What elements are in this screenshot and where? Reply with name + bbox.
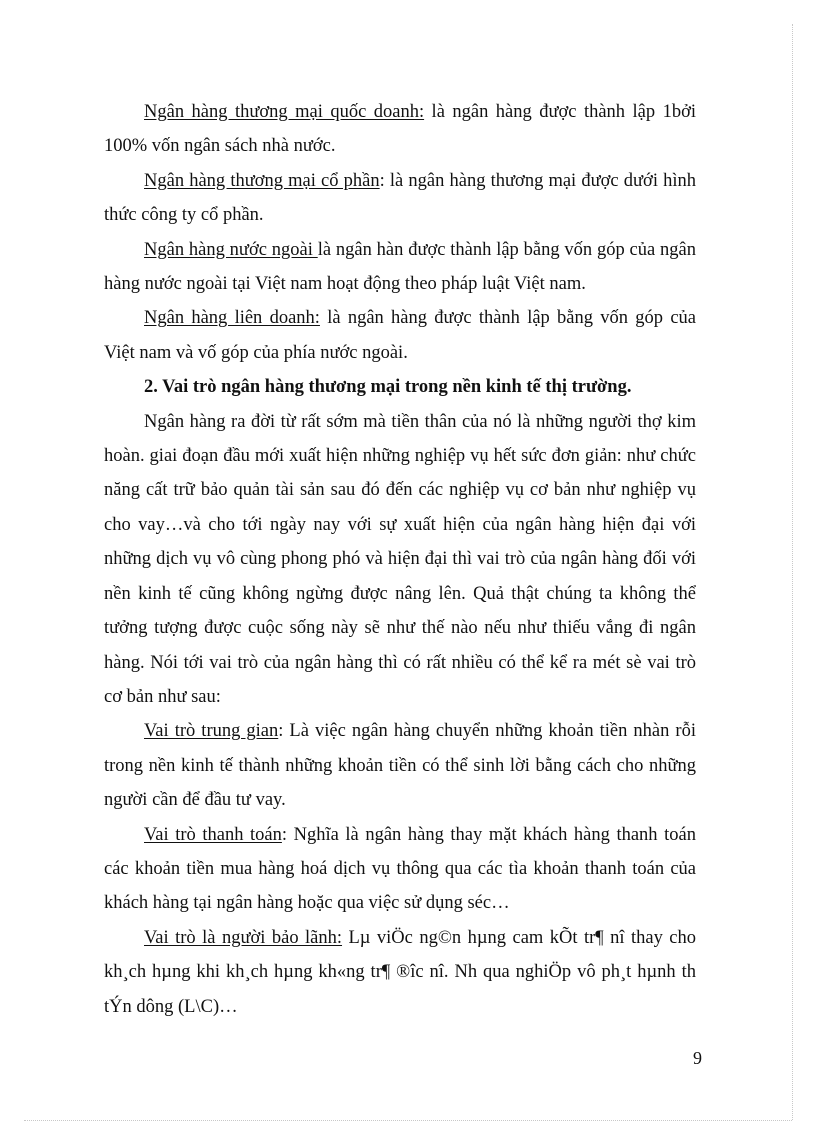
description-payment-role: : Nghĩa là ngân hàng thay mặt khách hàng thanh toán các khoản tiền mua hàng hoá dịch vụ thông qua các tìa khoản thanh toán của khách hàng tại ngân hàng hoặc qua việc sử dụng séc… (104, 824, 696, 914)
term-joint-venture-bank: Ngân hàng liên doanh: (144, 308, 320, 329)
definition-foreign-bank: là ngân hàn được thành lập bằng vốn góp của ngân hàng nước ngoài tại Việt nam hoạt động theo pháp luật Việt nam. (104, 239, 697, 295)
page-border-bottom (24, 1120, 792, 1121)
page-body (104, 95, 696, 1024)
paragraph-state-owned-bank (104, 95, 696, 164)
intro-paragraph: Ngân hàng ra đời từ rất sớm mà tiền thân của nó là những người thợ kim hoàn. giai đoạn đầu mới xuất hiện những nghiệp vụ hết sức đơn giản: như chức năng cất trữ bảo quản tài sản sau đó đến các nghiệp vụ cơ bản như nghiệp vụ cho vay…và cho tới ngày nay với sự xuất hiện của ngân hàng hiện đại với những dịch vụ vô cùng phong phó và hiện đại thì vai trò của ngân hàng đối với nền kinh tế cũng không ngừng được nâng lên. Quả thật chúng ta không thể tưởng tượng được cuộc sống này sẽ như thế nào nếu như thiếu vắng đi ngân hàng. Nói tới vai trò của ngân hàng thì có rất nhiều có thể kể ra mét sè vai trò cơ bản như sau: (104, 411, 696, 707)
term-joint-stock-bank: Ngân hàng thương mại cổ phần (144, 170, 380, 191)
term-intermediary-role: Vai trò trung gian (144, 721, 279, 742)
description-guarantor-role: Lµ viÖc ng©n hµng cam kÕt tr¶ nî thay cho kh¸ch hµng khi kh¸ch hµng kh«ng tr¶ ®îc nî. Nh qua nghiÖp vô ph¸t hµnh th tÝn dông (L\C)… (104, 927, 696, 1017)
definition-joint-venture-bank: là ngân hàng được thành lập bằng vốn góp của Việt nam và vố góp của phía nước ngoài. (104, 308, 696, 363)
definition-joint-stock-bank: : là ngân hàng thương mại được dưới hình thức công ty cổ phần. (104, 170, 696, 226)
paragraph-joint-venture-bank (104, 301, 696, 370)
definition-state-owned-bank: là ngân hàng được thành lập 1bởi 100% vốn ngân sách nhà nước. (104, 102, 696, 157)
term-payment-role: Vai trò thanh toán (144, 824, 282, 845)
paragraph-joint-stock-bank (104, 164, 696, 233)
paragraph-guarantor-role (104, 921, 696, 1024)
paragraph-foreign-bank (104, 233, 696, 302)
term-foreign-bank: Ngân hàng nước ngoài (144, 239, 318, 260)
section-heading: 2. Vai trò ngân hàng thương mại trong nền kinh tế thị trường. (144, 377, 632, 398)
paragraph-intermediary-role (104, 714, 696, 817)
term-state-owned-bank: Ngân hàng thương mại quốc doanh: (144, 102, 425, 122)
description-intermediary-role: : Là việc ngân hàng chuyển những khoản tiền nhàn rỗi trong nền kinh tế thành những khoản tiền có thể sinh lời bằng cách cho những người cần để đầu tư vay. (104, 721, 696, 811)
paragraph-payment-role (104, 818, 696, 921)
page-border-right (792, 24, 793, 1120)
term-guarantor-role: Vai trò là người bảo lãnh: (144, 927, 343, 948)
page-number: 9 (693, 1048, 702, 1068)
